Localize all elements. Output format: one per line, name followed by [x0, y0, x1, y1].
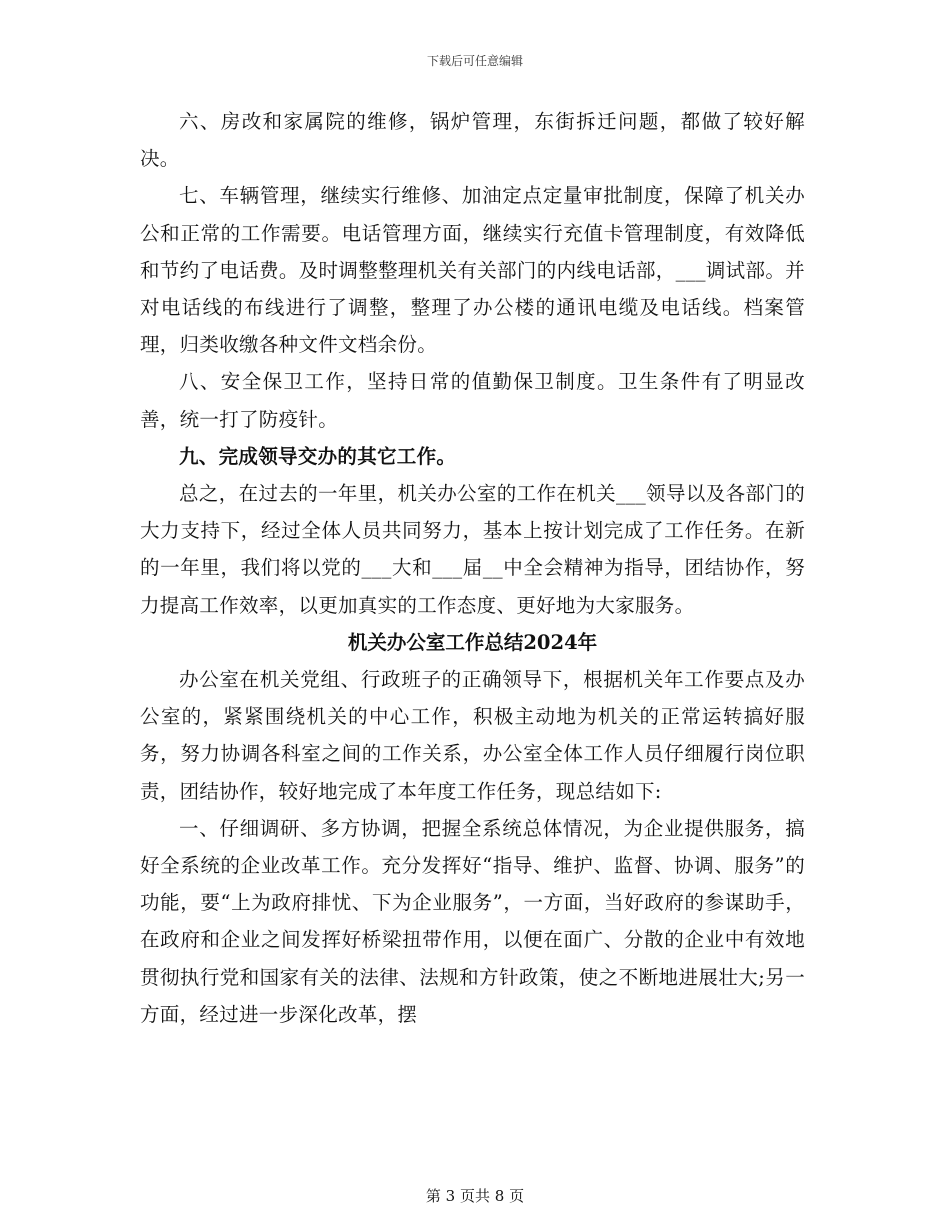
paragraph-seven: 七、车辆管理，继续实行维修、加油定点定量审批制度，保障了机关办公和正常的工作需要。电话管理方面，继续实行充值卡管理制度，有效降低和节约了电话费。及时调整整理机关有关部门的内线电话部，___调试部。并对电话线的布线进行了调整，整理了办公楼的通讯电缆及电话线。档案管理，归类收缴各种文件文档余份。 [140, 184, 805, 357]
paragraph-six: 六、房改和家属院的维修，锅炉管理，东街拆迁问题，都做了较好解决。 [140, 110, 805, 171]
page-footer: 第 3 页共 8 页 [425, 1187, 525, 1205]
paragraph-intro: 办公室在机关党组、行政班子的正确领导下，根据机关年工作要点及办公室的，紧紧围绕机关的中心工作，积极主动地为机关的正常运转搞好服务，努力协调各科室之间的工作关系，办公室全体工作人员仔细履行岗位职责，团结协作，较好地完成了本年度工作任务，现总结如下: [140, 668, 805, 803]
paragraph-one: 一、仔细调研、多方协调，把握全系统总体情况，为企业提供服务，搞好全系统的企业改革工作。充分发挥好“指导、维护、监督、协调、服务”的功能，要“上为政府排忧、下为企业服务”，一方面，当好政府的参谋助手，在政府和企业之间发挥好桥梁扭带作用，以便在面广、分散的企业中有效地贯彻执行党和国家有关的法律、法规和方针政策，使之不断地进展壮大;另一方面，经过进一步深化改革，摆 [140, 816, 805, 1026]
page-header: 下载后可任意编辑 [426, 54, 523, 68]
paragraph-summary: 总之，在过去的一年里，机关办公室的工作在机关___领导以及各部门的大力支持下，经过全体人员共同努力，基本上按计划完成了工作任务。在新的一年里，我们将以党的___大和___届__中全会精神为指导，团结协作，努力提高工作效率，以更加真实的工作态度、更好地为大家服务。 [140, 482, 805, 617]
section-title: 机关办公室工作总结2024年 [347, 630, 598, 654]
paragraph-eight: 八、安全保卫工作，坚持日常的值勤保卫制度。卫生条件有了明显改善，统一打了防疫针。 [140, 370, 805, 431]
paragraph-nine: 九、完成领导交办的其它工作。 [179, 444, 457, 468]
document-body [140, 103, 805, 1033]
